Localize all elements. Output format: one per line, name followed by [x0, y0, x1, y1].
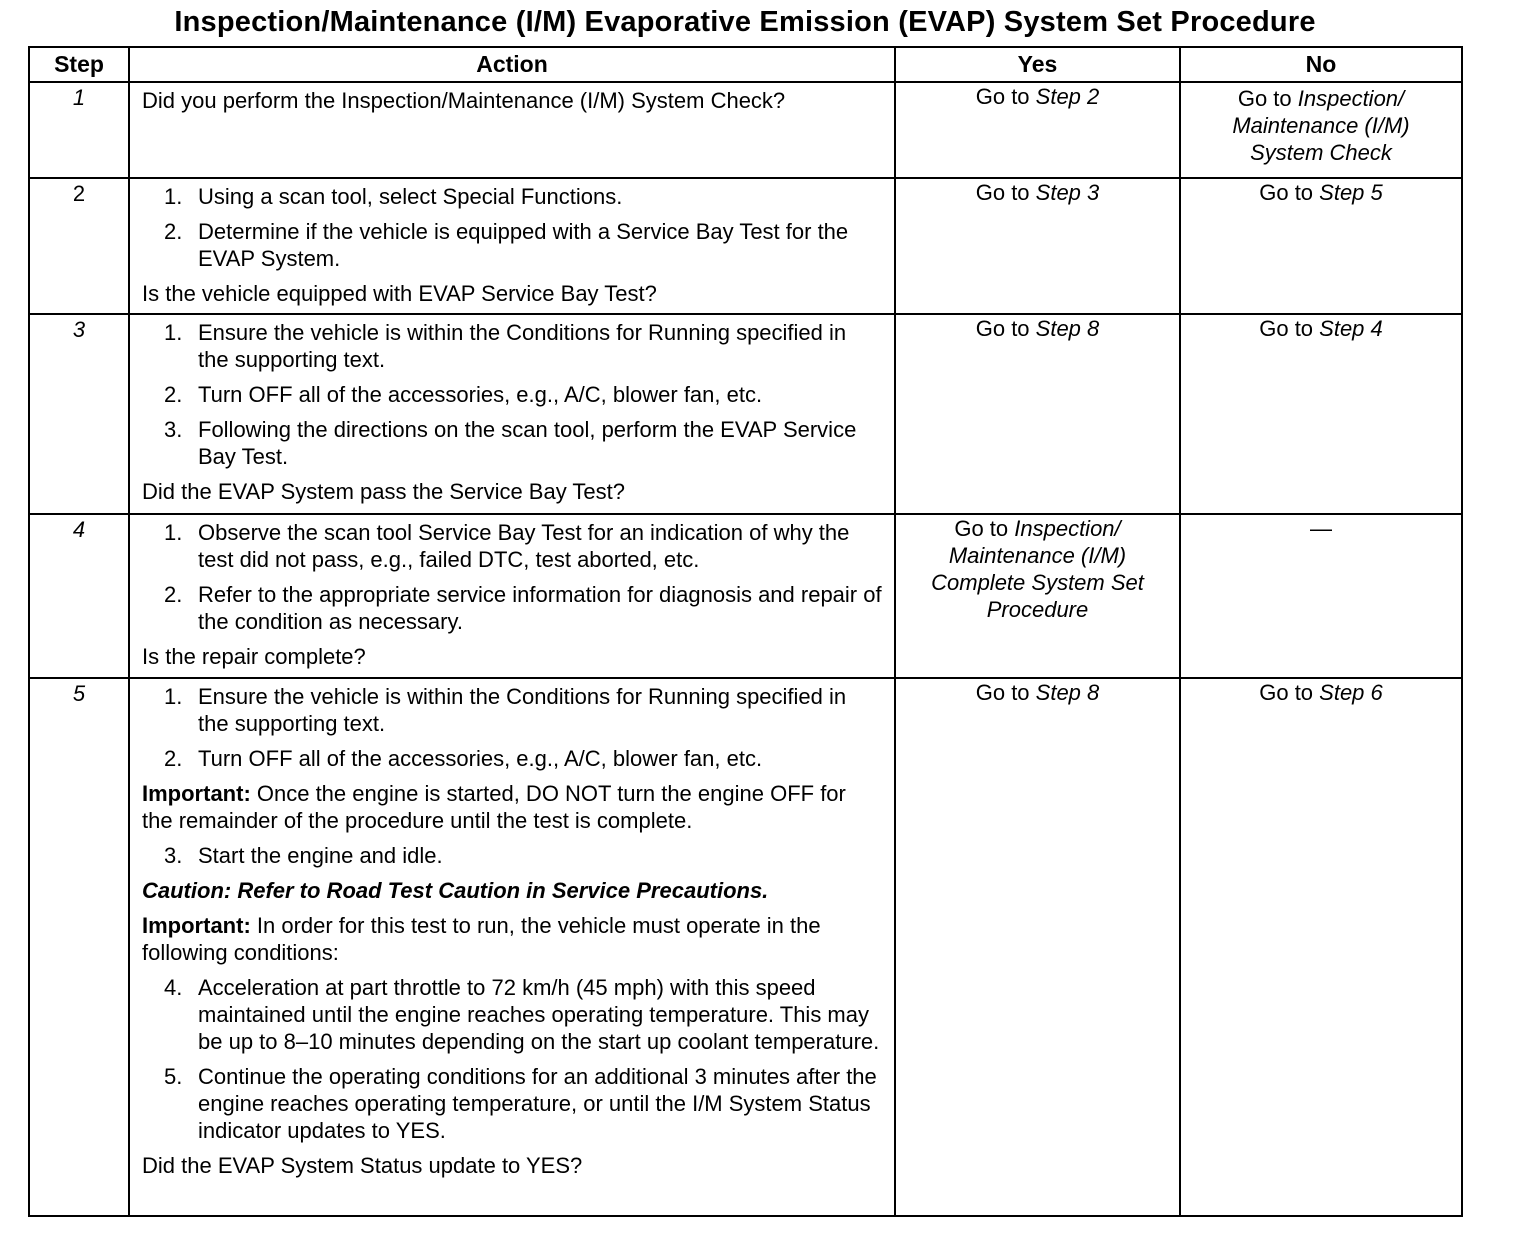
question-text: Is the vehicle equipped with EVAP Service Bay Test? — [142, 281, 657, 306]
no-link[interactable]: Step 4 — [1319, 316, 1383, 341]
step-number: 2 — [29, 178, 129, 314]
action-cell — [129, 678, 895, 1216]
table-row — [29, 314, 1462, 514]
header-yes: Yes — [895, 47, 1180, 82]
question-text: Did you perform the Inspection/Maintenance (I/M) System Check? — [142, 88, 786, 113]
list-item: 2. Refer to the appropriate service information for diagnosis and repair of the condition as necessary. — [164, 582, 882, 634]
list-item: 1. Ensure the vehicle is within the Conditions for Running specified in the supporting text. — [164, 684, 847, 736]
header-no: No — [1180, 47, 1462, 82]
action-cell — [129, 514, 895, 678]
step-number: 1 — [29, 82, 129, 178]
header-step: Step — [29, 47, 129, 82]
no-link[interactable]: Step 6 — [1319, 680, 1383, 705]
yes-cell[interactable] — [895, 514, 1180, 678]
list-item: 1. Observe the scan tool Service Bay Test for an indication of why the test did not pass, e.g., failed DTC, test aborted, etc. — [164, 520, 850, 572]
important-note: Important: Once the engine is started, DO NOT turn the engine OFF for the remainder of the procedure until the test is complete. — [142, 781, 846, 833]
page-title: Inspection/Maintenance (I/M) Evaporative Emission (EVAP) System Set Procedure — [174, 6, 1316, 38]
yes-cell[interactable] — [895, 82, 1180, 178]
no-prefix: Go to — [1237, 86, 1298, 111]
yes-cell[interactable] — [895, 314, 1180, 514]
table-row — [29, 178, 1462, 314]
yes-link[interactable]: Inspection/ Maintenance (I/M) Complete System Set Procedure — [931, 516, 1144, 622]
yes-link[interactable]: Step 3 — [1035, 180, 1100, 205]
list-item: 4. Acceleration at part throttle to 72 km/h (45 mph) with this speed maintained until the engine reaches operating temperature. This may be up to 8–10 minutes depending on the start up coolant temperature. — [164, 975, 880, 1054]
yes-prefix: Go to — [975, 180, 1036, 205]
no-link[interactable]: Inspection/ Maintenance (I/M) System Check — [1232, 86, 1410, 165]
header-action: Action — [129, 47, 895, 82]
yes-link[interactable]: Step 2 — [1035, 84, 1100, 109]
list-item: 3. Start the engine and idle. — [164, 843, 443, 868]
table-row — [29, 514, 1462, 678]
step-number: 4 — [29, 514, 129, 678]
no-cell[interactable] — [1180, 178, 1462, 314]
list-item: 3. Following the directions on the scan tool, perform the EVAP Service Bay Test. — [164, 417, 857, 469]
action-cell — [129, 178, 895, 314]
no-prefix: Go to — [1259, 680, 1320, 705]
no-cell[interactable] — [1180, 314, 1462, 514]
yes-cell[interactable] — [895, 178, 1180, 314]
action-cell — [129, 82, 895, 178]
question-text: Did the EVAP System pass the Service Bay Test? — [142, 479, 626, 504]
list-item: 2. Determine if the vehicle is equipped with a Service Bay Test for the EVAP System. — [164, 219, 849, 271]
list-item: 5. Continue the operating conditions for an additional 3 minutes after the engine reaches operating temperature, or until the I/M System Status indicator updates to YES. — [164, 1064, 877, 1143]
header-row — [29, 47, 1462, 82]
no-cell — [1180, 514, 1462, 678]
no-dash: — — [1310, 516, 1332, 541]
yes-link[interactable]: Step 8 — [1035, 680, 1100, 705]
yes-cell[interactable] — [895, 678, 1180, 1216]
no-prefix: Go to — [1259, 180, 1320, 205]
yes-prefix: Go to — [975, 680, 1036, 705]
step-number: 3 — [29, 314, 129, 514]
step-number: 5 — [29, 678, 129, 1216]
no-cell[interactable] — [1180, 678, 1462, 1216]
table-row — [29, 678, 1462, 1216]
yes-prefix: Go to — [954, 516, 1015, 541]
list-item: 2. Turn OFF all of the accessories, e.g., A/C, blower fan, etc. — [164, 382, 763, 407]
table-row — [29, 82, 1462, 178]
list-item: 1. Ensure the vehicle is within the Conditions for Running specified in the supporting text. — [164, 320, 847, 372]
no-prefix: Go to — [1259, 316, 1320, 341]
no-link[interactable]: Step 5 — [1319, 180, 1383, 205]
list-item: 1. Using a scan tool, select Special Functions. — [164, 184, 623, 209]
list-item: 2. Turn OFF all of the accessories, e.g., A/C, blower fan, etc. — [164, 746, 763, 771]
yes-link[interactable]: Step 8 — [1035, 316, 1100, 341]
question-text: Is the repair complete? — [142, 644, 366, 669]
no-cell[interactable] — [1180, 82, 1462, 178]
yes-prefix: Go to — [975, 316, 1036, 341]
important-note: Important: In order for this test to run, the vehicle must operate in the following conditions: — [142, 913, 821, 965]
yes-prefix: Go to — [975, 84, 1036, 109]
action-cell — [129, 314, 895, 514]
caution-note: Caution: Refer to Road Test Caution in Service Precautions. — [142, 878, 769, 903]
procedure-table — [28, 46, 1463, 1217]
question-text: Did the EVAP System Status update to YES? — [142, 1153, 583, 1178]
